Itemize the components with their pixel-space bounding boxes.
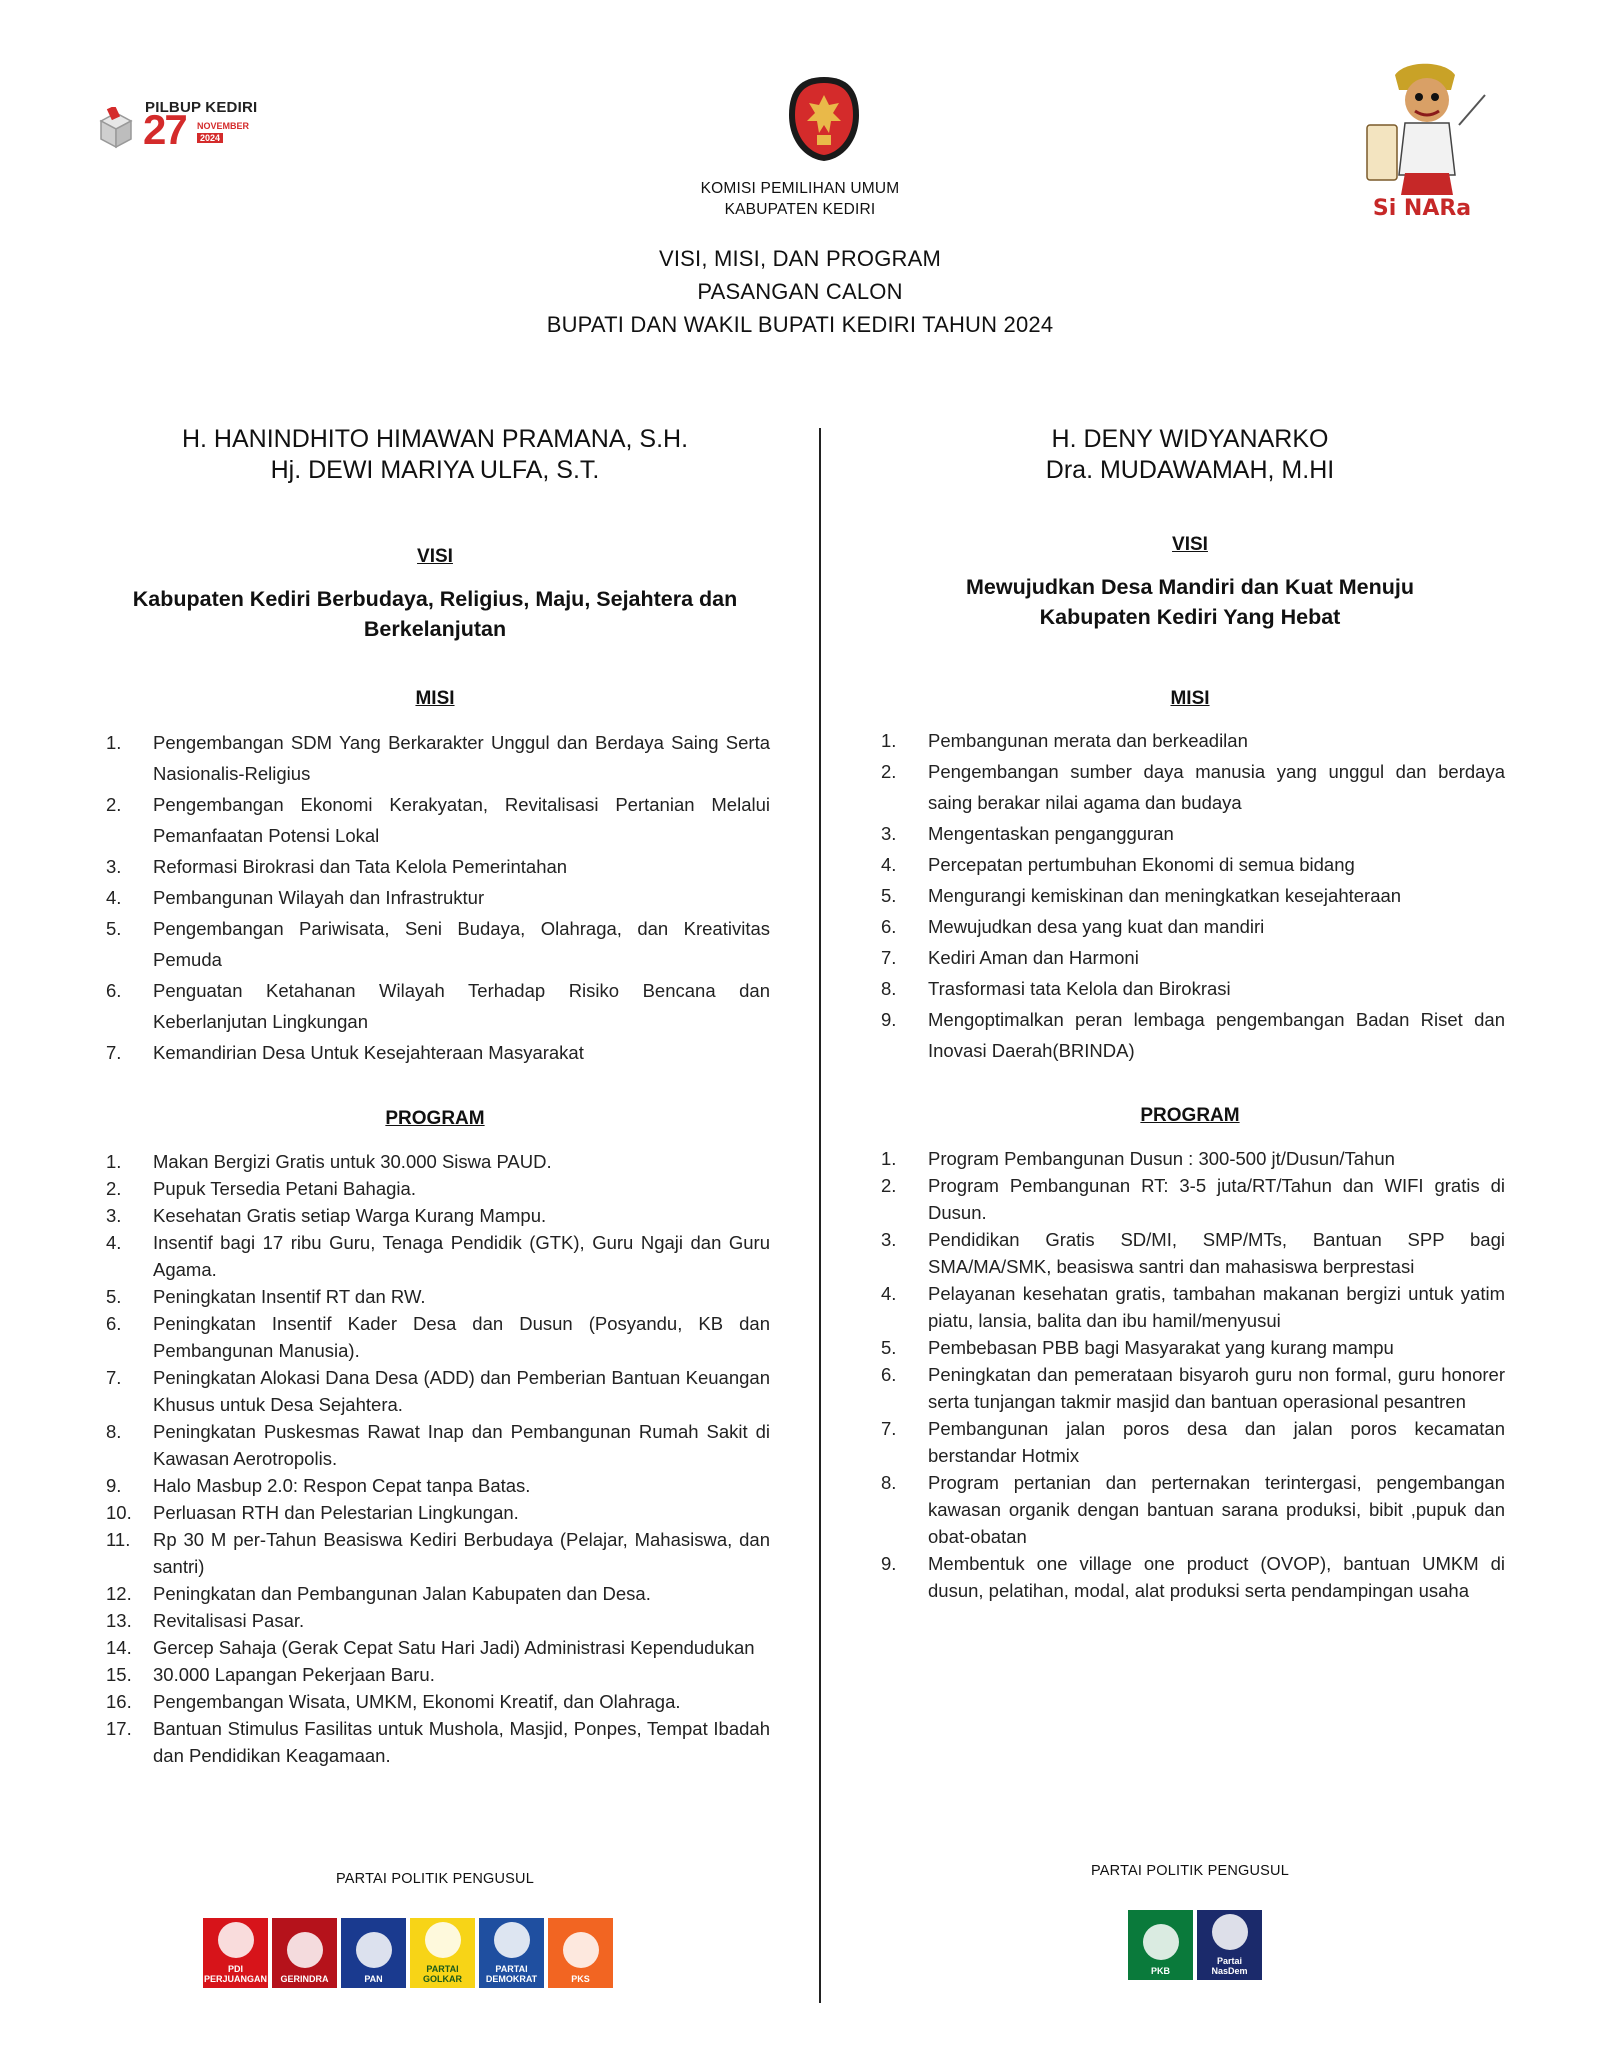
program-item-number: 15. — [106, 1664, 132, 1685]
party-emblem-icon — [425, 1922, 461, 1958]
program-item — [100, 1364, 770, 1418]
visi-heading: VISI — [417, 546, 453, 567]
party-name: Partai NasDem — [1211, 1956, 1248, 1976]
program-item-number: 3. — [881, 1229, 897, 1250]
program-item — [100, 1715, 770, 1769]
party-emblem-icon — [356, 1932, 392, 1968]
party-emblem-icon — [1212, 1914, 1248, 1950]
program-item — [875, 1361, 1505, 1415]
program-item-number: 10. — [106, 1502, 132, 1523]
org-line-2: KABUPATEN KEDIRI — [724, 201, 876, 218]
misi-item-text: Pembangunan merata dan berkeadilan — [928, 730, 1248, 751]
misi-item-number: 5. — [881, 885, 897, 906]
misi-item — [100, 1037, 770, 1068]
misi-item-number: 8. — [881, 978, 897, 999]
title-line-2: PASANGAN CALON — [697, 279, 903, 304]
misi-item-text: Reformasi Birokrasi dan Tata Kelola Pemerintahan — [153, 856, 568, 877]
program-item-text: Pembebasan PBB bagi Masyarakat yang kurang mampu — [928, 1337, 1394, 1358]
misi-item-text: Percepatan pertumbuhan Ekonomi di semua bidang — [928, 854, 1355, 875]
misi-item-number: 6. — [106, 980, 122, 1001]
program-item-text: Peningkatan Insentif RT dan RW. — [153, 1286, 426, 1307]
program-item-number: 6. — [881, 1364, 897, 1385]
party-logo — [341, 1918, 406, 1988]
program-item — [875, 1334, 1505, 1361]
party-logos — [1128, 1910, 1262, 1980]
misi-heading: MISI — [415, 688, 455, 709]
program-item-number: 16. — [106, 1691, 132, 1712]
title-line-1: VISI, MISI, DAN PROGRAM — [658, 246, 942, 271]
misi-item-text: Pembangunan Wilayah dan Infrastruktur — [153, 887, 485, 908]
program-item-text: Peningkatan Puskesmas Rawat Inap dan Pembangunan Rumah Sakit di Kawasan Aerotropolis. — [153, 1421, 770, 1469]
party-emblem-icon — [563, 1932, 599, 1968]
misi-item-text: Pengembangan Pariwisata, Seni Budaya, Olahraga, dan Kreativitas Pemuda — [153, 918, 770, 970]
misi-item-number: 1. — [106, 732, 122, 753]
party-logo — [272, 1918, 337, 1988]
party-logo — [479, 1918, 544, 1988]
program-item-number: 7. — [881, 1418, 897, 1439]
kpu-logo — [785, 75, 863, 163]
program-item — [875, 1145, 1505, 1172]
program-item-number: 9. — [106, 1475, 122, 1496]
program-item-text: Peningkatan dan pemerataan bisyaroh guru non formal, guru honorer serta tunjangan takmir masjid dan bantuan operasional pesantren — [928, 1364, 1505, 1412]
misi-item-text: Mengurangi kemiskinan dan meningkatkan kesejahteraan — [928, 885, 1402, 906]
misi-item-number: 5. — [106, 918, 122, 939]
candidate-names — [875, 424, 1505, 486]
party-logo — [410, 1918, 475, 1988]
program-item-text: Peningkatan dan Pembangunan Jalan Kabupaten dan Desa. — [153, 1583, 651, 1604]
misi-item — [875, 849, 1505, 880]
misi-item-number: 7. — [881, 947, 897, 968]
candidate-name-bupati: H. DENY WIDYANARKO — [1051, 425, 1329, 453]
misi-item-text: Pengembangan SDM Yang Berkarakter Unggul dan Berdaya Saing Serta Nasionalis-Religius — [153, 732, 770, 784]
misi-item — [875, 911, 1505, 942]
misi-item — [875, 973, 1505, 1004]
party-name: PKS — [571, 1974, 590, 1984]
program-item-number: 6. — [106, 1313, 122, 1334]
program-item-number: 12. — [106, 1583, 132, 1604]
misi-item-text: Mengoptimalkan peran lembaga pengembangan Badan Riset dan Inovasi Daerah(BRINDA) — [928, 1009, 1505, 1061]
misi-item-number: 9. — [881, 1009, 897, 1030]
program-item — [100, 1499, 770, 1526]
program-item-number: 7. — [106, 1367, 122, 1388]
program-item-number: 17. — [106, 1718, 132, 1739]
program-item — [100, 1175, 770, 1202]
program-item-number: 3. — [106, 1205, 122, 1226]
program-item-text: Pembangunan jalan poros desa dan jalan poros kecamatan berstandar Hotmix — [928, 1418, 1505, 1466]
program-list — [100, 1148, 770, 1769]
column-divider — [819, 428, 821, 2003]
program-item — [100, 1229, 770, 1283]
program-item-number: 8. — [881, 1472, 897, 1493]
party-emblem-icon — [494, 1922, 530, 1958]
misi-item — [875, 942, 1505, 973]
misi-item — [875, 756, 1505, 818]
program-item-number: 1. — [881, 1148, 897, 1169]
misi-item-text: Pengembangan Ekonomi Kerakyatan, Revitalisasi Pertanian Melalui Pemanfaatan Potensi Lokal — [153, 794, 770, 846]
misi-item-text: Penguatan Ketahanan Wilayah Terhadap Risiko Bencana dan Keberlanjutan Lingkungan — [153, 980, 770, 1032]
party-logo — [203, 1918, 268, 1988]
program-item-number: 1. — [106, 1151, 122, 1172]
program-item-text: Program Pembangunan Dusun : 300-500 jt/Dusun/Tahun — [928, 1148, 1395, 1169]
program-list — [875, 1145, 1505, 1604]
program-item-text: Peningkatan Insentif Kader Desa dan Dusun (Posyandu, KB dan Pembangunan Manusia). — [153, 1313, 770, 1361]
program-item — [100, 1310, 770, 1364]
program-item — [875, 1415, 1505, 1469]
party-name: GERINDRA — [280, 1974, 329, 1984]
misi-item — [100, 975, 770, 1037]
misi-item-number: 2. — [881, 761, 897, 782]
program-item-text: Rp 30 M per-Tahun Beasiswa Kediri Berbudaya (Pelajar, Mahasiswa, dan santri) — [153, 1529, 770, 1577]
program-item-number: 2. — [106, 1178, 122, 1199]
misi-item — [100, 851, 770, 882]
misi-item — [875, 1004, 1505, 1066]
misi-list — [100, 727, 770, 1068]
program-heading: PROGRAM — [1140, 1105, 1240, 1126]
program-item — [100, 1202, 770, 1229]
misi-item — [100, 789, 770, 851]
program-item — [875, 1469, 1505, 1550]
misi-heading: MISI — [1170, 688, 1210, 709]
misi-item — [875, 880, 1505, 911]
misi-item-number: 3. — [881, 823, 897, 844]
program-item-text: 30.000 Lapangan Pekerjaan Baru. — [153, 1664, 435, 1685]
program-item-text: Insentif bagi 17 ribu Guru, Tenaga Pendidik (GTK), Guru Ngaji dan Guru Agama. — [153, 1232, 770, 1280]
sinara-label: Si NARa — [1372, 196, 1472, 221]
party-name: PAN — [364, 1974, 383, 1984]
misi-item-number: 6. — [881, 916, 897, 937]
program-item — [875, 1172, 1505, 1226]
visi-text: Mewujudkan Desa Mandiri dan Kuat Menuju Kabupaten Kediri Yang Hebat — [966, 575, 1414, 629]
program-item — [100, 1526, 770, 1580]
misi-item-number: 2. — [106, 794, 122, 815]
program-item — [100, 1580, 770, 1607]
partai-label: PARTAI POLITIK PENGUSUL — [336, 1871, 534, 1887]
misi-item — [100, 727, 770, 789]
program-item — [100, 1688, 770, 1715]
misi-item-text: Trasformasi tata Kelola dan Birokrasi — [928, 978, 1231, 999]
party-logo — [1197, 1910, 1262, 1980]
visi-heading: VISI — [1172, 534, 1208, 555]
misi-item-number: 3. — [106, 856, 122, 877]
misi-item-text: Pengembangan sumber daya manusia yang unggul dan berdaya saing berakar nilai agama dan budaya — [928, 761, 1505, 813]
party-name: PDI PERJUANGAN — [204, 1964, 268, 1984]
program-item-number: 2. — [881, 1175, 897, 1196]
org-line-1: KOMISI PEMILIHAN UMUM — [700, 180, 900, 197]
program-item-text: Halo Masbup 2.0: Respon Cepat tanpa Batas. — [153, 1475, 531, 1496]
misi-item — [875, 725, 1505, 756]
program-item-text: Gercep Sahaja (Gerak Cepat Satu Hari Jadi) Administrasi Kependudukan — [153, 1637, 755, 1658]
program-item — [875, 1280, 1505, 1334]
party-logo — [548, 1918, 613, 1988]
program-item — [100, 1148, 770, 1175]
program-item-number: 5. — [881, 1337, 897, 1358]
title-line-3: BUPATI DAN WAKIL BUPATI KEDIRI TAHUN 2024 — [546, 312, 1054, 337]
program-item-number: 5. — [106, 1286, 122, 1307]
program-item — [100, 1661, 770, 1688]
program-item-text: Bantuan Stimulus Fasilitas untuk Mushola, Masjid, Ponpes, Tempat Ibadah dan Pendidikan Keagamaan. — [153, 1718, 770, 1766]
program-item-text: Pendidikan Gratis SD/MI, SMP/MTs, Bantuan SPP bagi SMA/MA/SMK, beasiswa santri dan mahasiswa berprestasi — [928, 1229, 1505, 1277]
program-item-number: 11. — [106, 1529, 131, 1550]
party-name: PKB — [1150, 1966, 1170, 1976]
program-item-number: 13. — [106, 1610, 132, 1631]
pilbup-logo: PILBUP KEDIRI 27 NOVEMBER 2024 — [95, 95, 265, 155]
program-item-number: 4. — [106, 1232, 122, 1253]
program-item-text: Program Pembangunan RT: 3-5 juta/RT/Tahun dan WIFI gratis di Dusun. — [928, 1175, 1505, 1223]
program-item — [100, 1472, 770, 1499]
misi-item-number: 1. — [881, 730, 897, 751]
misi-item — [100, 882, 770, 913]
program-item-text: Revitalisasi Pasar. — [153, 1610, 305, 1631]
party-logos — [203, 1918, 613, 1988]
party-emblem-icon — [218, 1922, 254, 1958]
candidate-name-wakil: Hj. DEWI MARIYA ULFA, S.T. — [270, 456, 600, 484]
misi-item-text: Kemandirian Desa Untuk Kesejahteraan Masyarakat — [153, 1042, 584, 1063]
program-item-number: 14. — [106, 1637, 132, 1658]
program-item — [100, 1418, 770, 1472]
party-name: PARTAI GOLKAR — [423, 1964, 462, 1984]
program-item — [875, 1226, 1505, 1280]
program-item-number: 9. — [881, 1553, 897, 1574]
misi-item — [875, 818, 1505, 849]
candidate-name-wakil: Dra. MUDAWAMAH, M.HI — [1045, 456, 1335, 484]
party-name: PARTAI DEMOKRAT — [485, 1964, 538, 1984]
misi-item-text: Mewujudkan desa yang kuat dan mandiri — [928, 916, 1265, 937]
visi-text: Kabupaten Kediri Berbudaya, Religius, Maju, Sejahtera dan Berkelanjutan — [132, 587, 738, 641]
program-item-text: Pelayanan kesehatan gratis, tambahan makanan bergizi untuk yatim piatu, lansia, balita dan ibu hamil/menyusui — [928, 1283, 1505, 1331]
program-item-text: Membentuk one village one product (OVOP), bantuan UMKM di dusun, pelatihan, modal, alat produksi serta pendampingan usaha — [928, 1553, 1505, 1601]
misi-item-text: Mengentaskan pengangguran — [928, 823, 1174, 844]
program-item — [875, 1550, 1505, 1604]
program-item-text: Pupuk Tersedia Petani Bahagia. — [153, 1178, 416, 1199]
ballot-box-icon — [95, 107, 137, 149]
party-logo — [1128, 1910, 1193, 1980]
party-emblem-icon — [1143, 1924, 1179, 1960]
misi-list — [875, 725, 1505, 1066]
program-heading: PROGRAM — [385, 1108, 485, 1129]
misi-item-text: Kediri Aman dan Harmoni — [928, 947, 1139, 968]
misi-item-number: 4. — [106, 887, 122, 908]
program-item-number: 8. — [106, 1421, 122, 1442]
misi-item-number: 7. — [106, 1042, 122, 1063]
program-item-text: Kesehatan Gratis setiap Warga Kurang Mampu. — [153, 1205, 547, 1226]
program-item-text: Pengembangan Wisata, UMKM, Ekonomi Kreatif, dan Olahraga. — [153, 1691, 681, 1712]
party-emblem-icon — [287, 1932, 323, 1968]
candidate-name-bupati: H. HANINDHITO HIMAWAN PRAMANA, S.H. — [181, 425, 689, 453]
program-item-number: 4. — [881, 1283, 897, 1304]
program-item — [100, 1634, 770, 1661]
program-item-text: Perluasan RTH dan Pelestarian Lingkungan. — [153, 1502, 519, 1523]
program-item-text: Peningkatan Alokasi Dana Desa (ADD) dan Pemberian Bantuan Keuangan Khusus untuk Desa Sejahtera. — [153, 1367, 770, 1415]
program-item — [100, 1283, 770, 1310]
program-item-text: Program pertanian dan perternakan terintergasi, pengembangan kawasan organik dengan bantuan sarana produksi, bibit ,pupuk dan obat-obatan — [928, 1472, 1505, 1547]
misi-item — [100, 913, 770, 975]
program-item — [100, 1607, 770, 1634]
program-item-text: Makan Bergizi Gratis untuk 30.000 Siswa PAUD. — [153, 1151, 552, 1172]
candidate-names — [100, 424, 770, 486]
misi-item-number: 4. — [881, 854, 897, 875]
partai-label: PARTAI POLITIK PENGUSUL — [1091, 1863, 1289, 1879]
